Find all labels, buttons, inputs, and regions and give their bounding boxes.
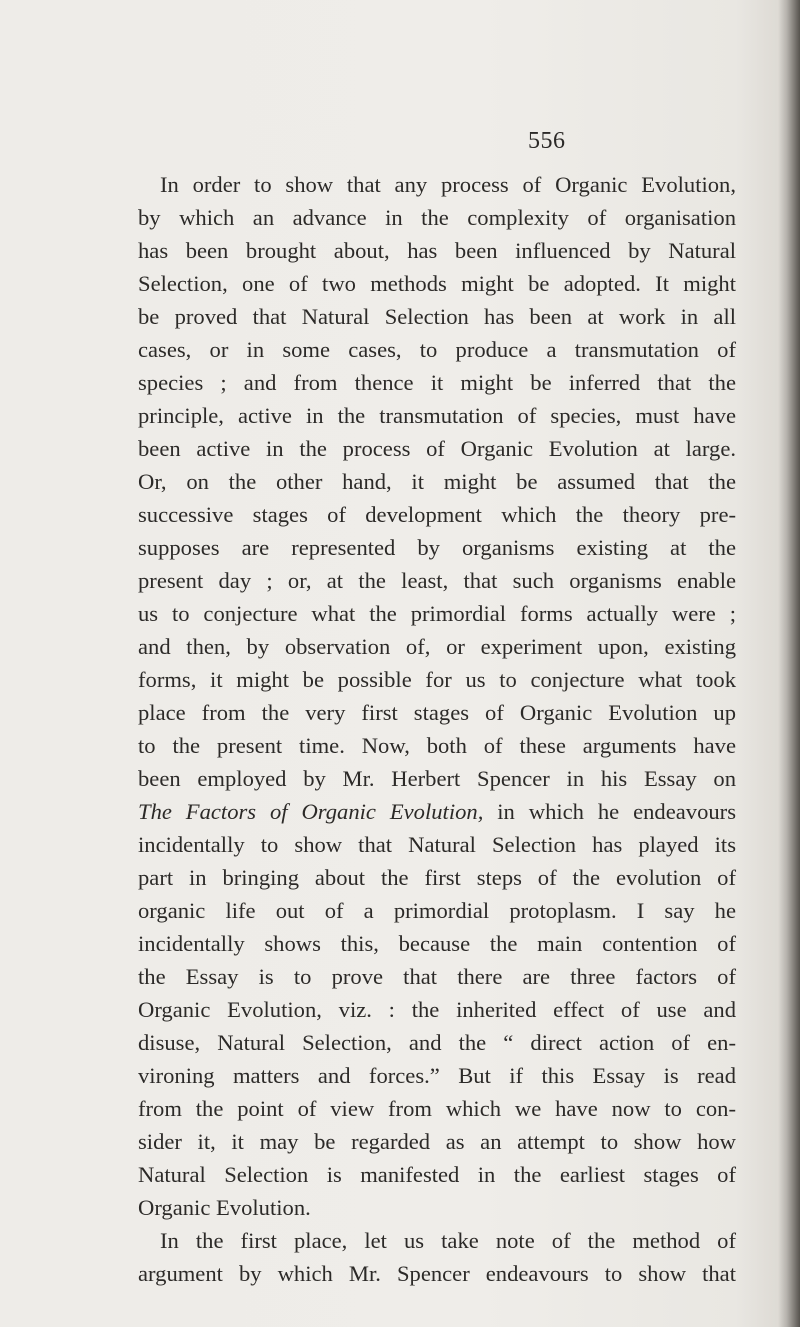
- text-line: Selection, one of two methods might be adopted. It might: [138, 271, 736, 296]
- text-line: present day ; or, at the least, that such organisms enable: [138, 568, 736, 593]
- text-line-continuation: in which he endeavours: [483, 799, 736, 824]
- text-line: argument by which Mr. Spencer endeavours to show that: [138, 1261, 736, 1286]
- text-line: incidentally to show that Natural Selection has played its: [138, 832, 736, 857]
- text-line: by which an advance in the complexity of organisation: [138, 205, 736, 230]
- text-line: the Essay is to prove that there are three factors of: [138, 964, 736, 989]
- text-line: been employed by Mr. Herbert Spencer in his Essay on: [138, 766, 736, 791]
- text-line: Natural Selection is manifested in the earliest stages of: [138, 1162, 736, 1187]
- text-line-italic-title: [138, 795, 736, 828]
- text-line: Organic Evolution, viz. : the inherited effect of use and: [138, 997, 736, 1022]
- body-text: [138, 168, 736, 1290]
- text-line: principle, active in the transmutation of species, must have: [138, 403, 736, 428]
- text-line: incidentally shows this, because the main contention of: [138, 931, 736, 956]
- text-line: supposes are represented by organisms existing at the: [138, 535, 736, 560]
- text-line: organic life out of a primordial protoplasm. I say he: [138, 898, 736, 923]
- text-line: to the present time. Now, both of these arguments have: [138, 733, 736, 758]
- italic-essay-title: The Factors of Organic Evolution,: [138, 799, 484, 824]
- text-line: sider it, it may be regarded as an attempt to show how: [138, 1129, 736, 1154]
- text-line: forms, it might be possible for us to conjecture what took: [138, 667, 736, 692]
- text-line: cases, or in some cases, to produce a transmutation of: [138, 337, 736, 362]
- text-line: and then, by observation of, or experiment upon, existing: [138, 634, 736, 659]
- text-line: us to conjecture what the primordial forms actually were ;: [138, 601, 736, 626]
- paragraph-part-2: [138, 828, 736, 1290]
- text-line: successive stages of development which the theory pre-: [138, 502, 736, 527]
- page-edge-shadow: [778, 0, 800, 1327]
- text-line: Or, on the other hand, it might be assumed that the: [138, 469, 736, 494]
- text-line: vironing matters and forces.” But if this Essay is read: [138, 1063, 736, 1088]
- text-line: been active in the process of Organic Evolution at large.: [138, 436, 736, 461]
- text-line: disuse, Natural Selection, and the “ direct action of en-: [138, 1030, 736, 1055]
- page-number: 556: [528, 128, 566, 154]
- text-line: has been brought about, has been influenced by Natural: [138, 238, 736, 263]
- text-line: be proved that Natural Selection has been at work in all: [138, 304, 736, 329]
- text-line: part in bringing about the first steps of the evolution of: [138, 865, 736, 890]
- paragraph-part-1: [138, 168, 736, 795]
- text-line: species ; and from thence it might be inferred that the: [138, 370, 736, 395]
- text-line: from the point of view from which we have now to con-: [138, 1096, 736, 1121]
- text-line: place from the very first stages of Organic Evolution up: [138, 700, 736, 725]
- text-line: In the first place, let us take note of the method of: [160, 1228, 736, 1253]
- text-line: Organic Evolution.: [138, 1195, 311, 1220]
- text-line: In order to show that any process of Organic Evolution,: [160, 172, 736, 197]
